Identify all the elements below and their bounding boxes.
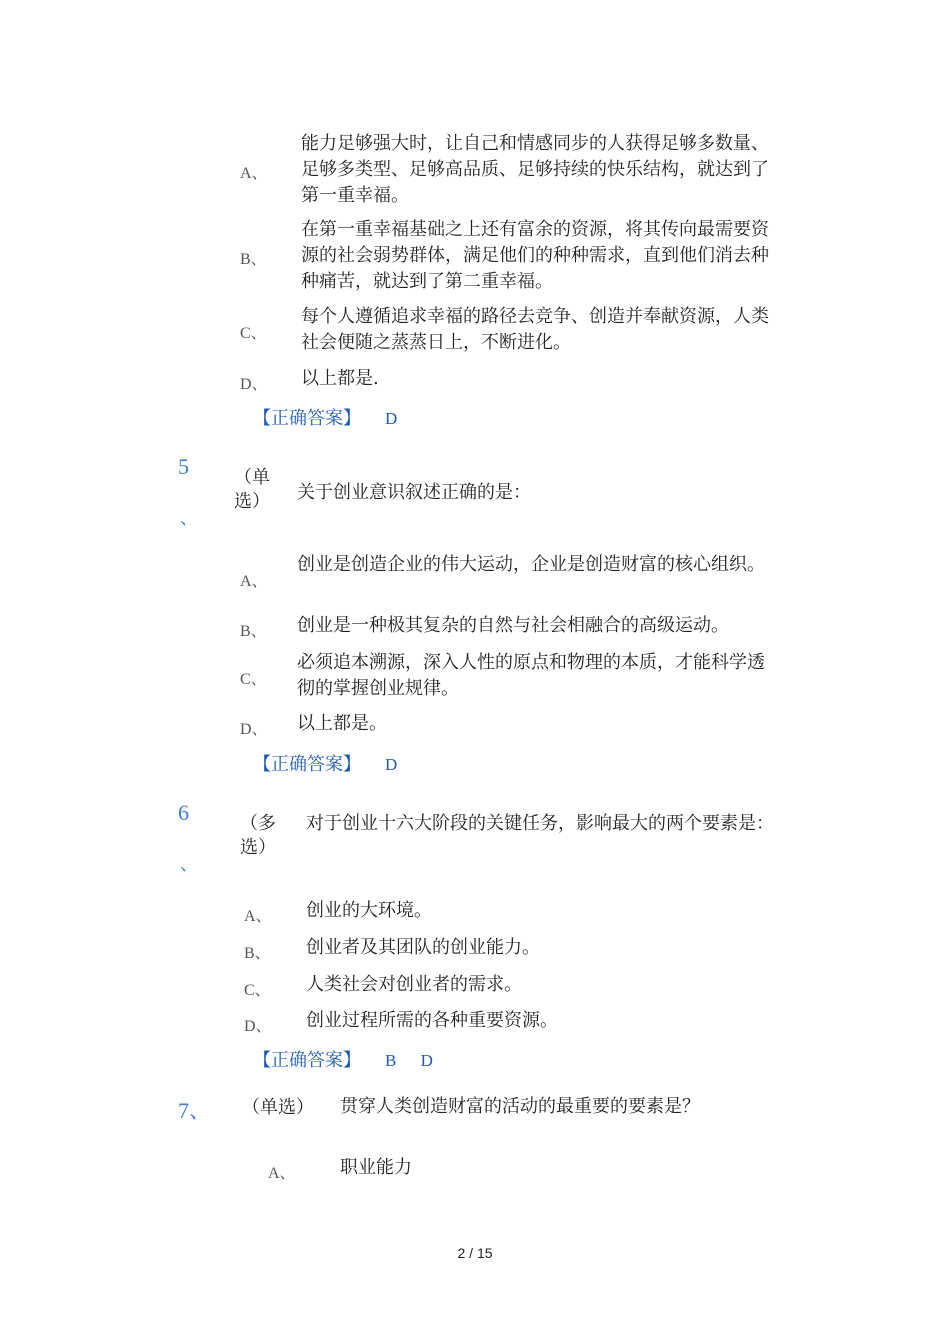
answer-value: D [385, 755, 408, 774]
answer-label: 【正确答案】 [253, 754, 361, 775]
option-text: 在第一重幸福基础之上还有富余的资源，将其传向最需要资源的社会弱势群体，满足他们的种种需求，直到他们消去种种痛苦，就达到了第二重幸福。 [301, 219, 769, 292]
option-label: B、 [240, 623, 267, 640]
option-label: A、 [240, 573, 268, 590]
correct-answer [253, 750, 407, 776]
option-label: A、 [244, 908, 272, 925]
option-text: 以上都是. [301, 368, 379, 389]
question-number-separator: 、 [180, 854, 198, 875]
question-number: 7、 [178, 1098, 212, 1123]
option-text: 必须追本溯源，深入人性的原点和物理的本质，才能科学透彻的掌握创业规律。 [297, 652, 765, 699]
answer-label: 【正确答案】 [253, 1050, 361, 1071]
question-stem: 贯穿人类创造财富的活动的最重要的要素是？ [340, 1096, 700, 1117]
option-text: 职业能力 [340, 1157, 412, 1178]
option-text: 创业者及其团队的创业能力。 [306, 937, 540, 958]
option-text: 创业的大环境。 [306, 900, 432, 921]
option-label: A、 [240, 165, 268, 182]
answer-value: B D [385, 1051, 443, 1070]
question-number: 5 [178, 454, 189, 479]
option-text: 人类社会对创业者的需求。 [306, 974, 522, 995]
option-label: B、 [244, 945, 271, 962]
option-text: 创业是创造企业的伟大运动，企业是创造财富的核心组织。 [297, 554, 765, 575]
question-type: （多选） [240, 813, 276, 858]
option-text: 创业过程所需的各种重要资源。 [306, 1010, 558, 1031]
page-number: 2 / 15 [457, 1245, 493, 1261]
answer-label: 【正确答案】 [253, 408, 361, 429]
option-label: D、 [240, 376, 268, 393]
option-text: 能力足够强大时，让自己和情感同步的人获得足够多数量、足够多类型、足够高品质、足够持续的快乐结构，就达到了第一重幸福。 [301, 133, 769, 206]
option-label: D、 [244, 1018, 272, 1035]
option-label: C、 [240, 325, 267, 342]
option-text: 以上都是。 [297, 713, 387, 734]
option-label: B、 [240, 251, 267, 268]
question-number-separator: 、 [180, 508, 198, 529]
option-text: 每个人遵循追求幸福的路径去竞争、创造并奉献资源，人类社会便随之蒸蒸日上，不断进化。 [301, 306, 769, 353]
answer-value: D [385, 409, 408, 428]
option-label: C、 [244, 982, 271, 999]
question-type: （单选） [234, 467, 270, 512]
option-label: C、 [240, 671, 267, 688]
question-stem: 关于创业意识叙述正确的是： [297, 482, 531, 503]
question-number: 6 [178, 800, 189, 825]
question-stem: 对于创业十六大阶段的关键任务，影响最大的两个要素是： [306, 813, 774, 834]
correct-answer [253, 1046, 443, 1072]
correct-answer [253, 404, 407, 430]
option-text: 创业是一种极其复杂的自然与社会相融合的高级运动。 [297, 615, 729, 636]
option-label: D、 [240, 721, 268, 738]
question-type: （单选） [242, 1097, 314, 1118]
option-label: A、 [268, 1165, 296, 1182]
